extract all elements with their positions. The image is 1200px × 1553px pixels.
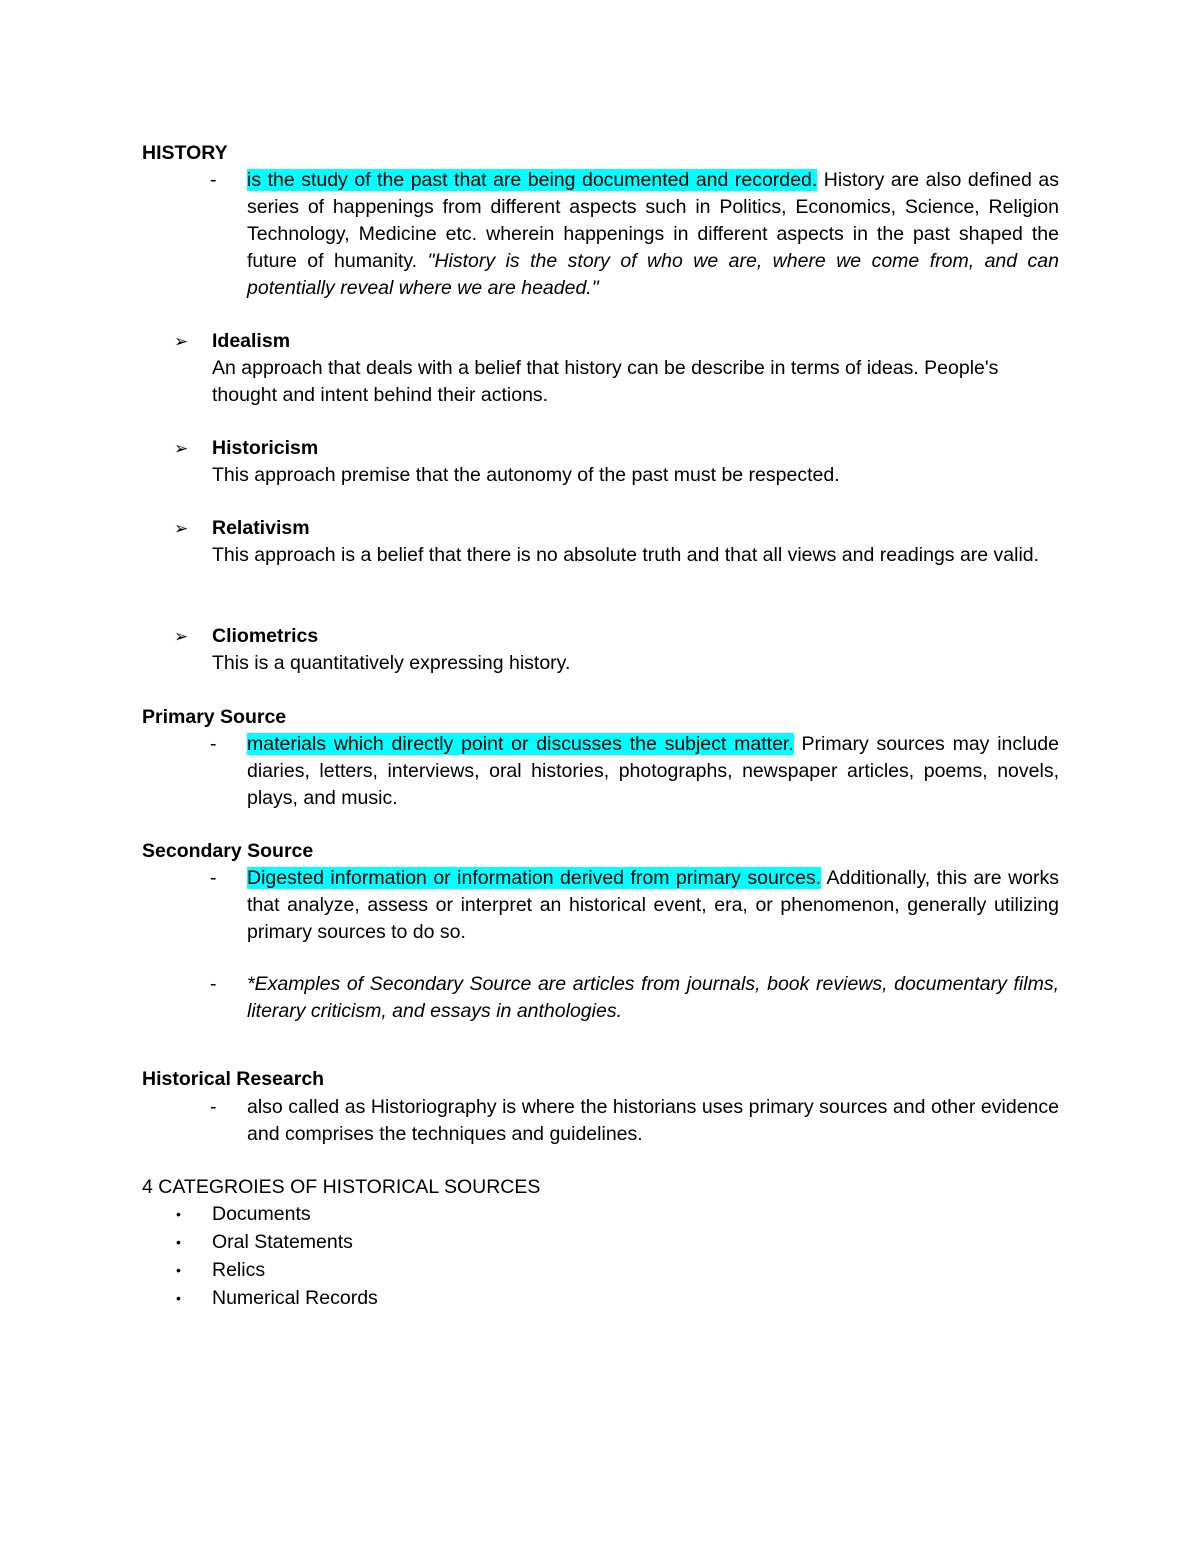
bullet-icon: • [176,1206,181,1222]
category-label: Documents [212,1203,311,1225]
arrow-bullet-icon: ➢ [174,519,189,538]
secondary-source-examples [210,971,1059,1025]
approach-text: This approach premise that the autonomy of the past must be respected. [212,464,840,486]
approach-text: This is a quantitatively expressing history. [212,652,571,674]
historical-research-definition [210,1094,1059,1148]
primary-source-heading: Primary Source [142,706,287,728]
approach-idealism [174,328,1060,409]
secondary-source-heading: Secondary Source [142,840,314,862]
category-label: Oral Statements [212,1231,353,1253]
arrow-bullet-icon: ➢ [174,627,189,646]
approach-historicism [174,435,1060,489]
categories-list [176,1201,378,1313]
category-label: Numerical Records [212,1287,378,1309]
dash-marker: - [210,1096,217,1118]
list-item [176,1229,378,1257]
primary-source-highlight: materials which directly point or discusses the subject matter. [247,733,794,755]
secondary-source-definition [210,865,1059,946]
bullet-icon: • [176,1290,181,1306]
approach-title: Cliometrics [212,625,319,647]
approach-text: An approach that deals with a belief that history can be describe in terms of ideas. People's thought and intent behind their actions. [212,357,999,406]
approach-title: Idealism [212,330,291,352]
approach-title: Relativism [212,517,310,539]
secondary-source-highlight: Digested information or information derived from primary sources. [247,867,822,889]
approach-cliometrics [174,623,1060,677]
historical-research-text: also called as Historiography is where the historians uses primary sources and other evidence and comprises the techniques and guidelines. [247,1096,1059,1145]
history-heading: HISTORY [142,142,228,164]
history-quote: "History is the story of who we are, where we come from, and can potentially reveal where we are headed." [247,250,1059,299]
approach-relativism [174,515,1060,569]
history-highlight: is the study of the past that are being documented and recorded. [247,169,818,191]
bullet-icon: • [176,1234,181,1250]
bullet-icon: • [176,1262,181,1278]
category-label: Relics [212,1259,266,1281]
approach-title: Historicism [212,437,319,459]
list-item [176,1257,378,1285]
primary-source-text: Primary sources may include diaries, letters, interviews, oral histories, photographs, newspaper articles, poems, novels, plays, and music. [247,733,1059,809]
history-text: History are also defined as series of happenings from different aspects such in Politics, Economics, Science, Religion Technology, Medicine etc. wherein happenings in different aspects in the past shaped the future of humanity. [247,169,1059,272]
history-definition [210,167,1059,302]
primary-source-definition [210,731,1059,812]
secondary-source-text: Additionally, this are works that analyze, assess or interpret an historical event, era, or phenomenon, generally utilizing primary sources to do so. [247,867,1059,943]
approach-text: This approach is a belief that there is no absolute truth and that all views and readings are valid. [212,544,1040,566]
dash-marker: - [210,733,217,755]
list-item [176,1285,378,1313]
list-item [176,1201,378,1229]
dash-marker: - [210,973,217,995]
dash-marker: - [210,867,217,889]
arrow-bullet-icon: ➢ [174,332,189,351]
secondary-source-example-text: *Examples of Secondary Source are articles from journals, book reviews, documentary films, literary criticism, and essays in anthologies. [247,973,1059,1022]
categories-heading: 4 CATEGROIES OF HISTORICAL SOURCES [142,1176,541,1198]
dash-marker: - [210,169,217,191]
historical-research-heading: Historical Research [142,1068,325,1090]
arrow-bullet-icon: ➢ [174,439,189,458]
